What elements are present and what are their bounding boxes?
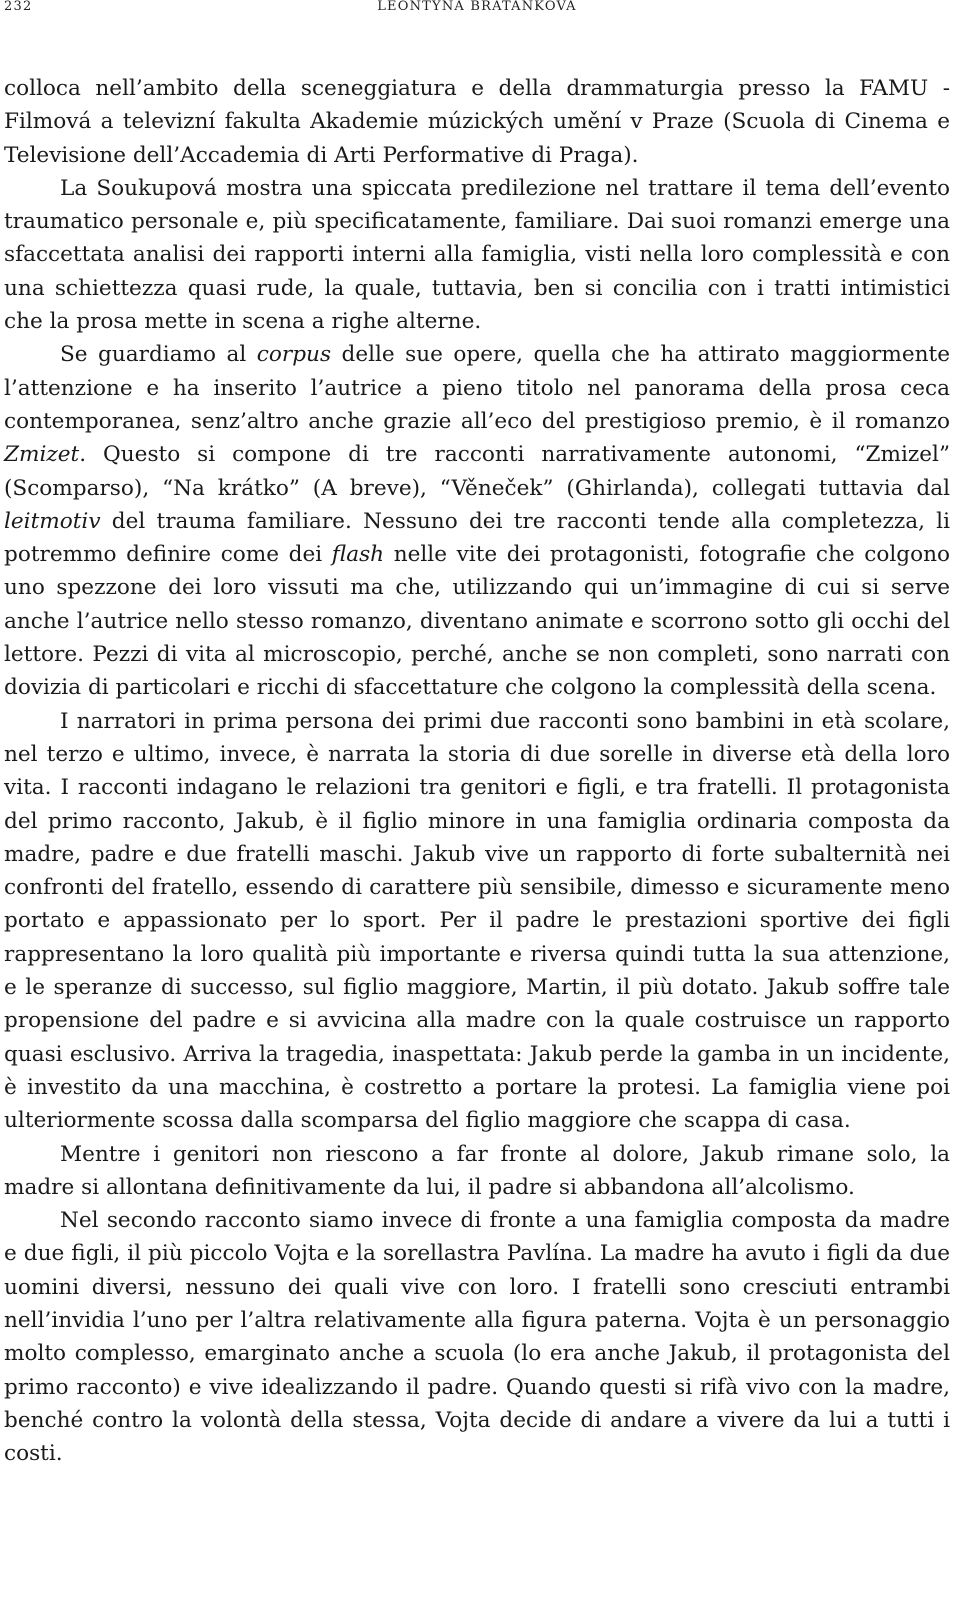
text-run: . Questo si compone di tre racconti narrativamente autonomi, “Zmizel” (Scomparso), “Na krátko” (A breve), “Věneček” (Ghirlanda), collegati tuttavia dal: [4, 442, 950, 501]
text-run: delle sue opere, quella che ha attirato maggiormente l’attenzione e ha inserito l’autrice a pieno titolo nel panorama della prosa ceca contemporanea, senz’altro anche grazie all’eco del prestigioso premio, è il romanzo: [4, 342, 950, 434]
italic-term: flash: [331, 542, 385, 568]
paragraph: [4, 705, 950, 1138]
running-head: [4, 0, 950, 26]
italic-term: corpus: [256, 342, 332, 368]
paragraph: [4, 1204, 950, 1470]
text-run: Nel secondo racconto siamo invece di fronte a una famiglia composta da madre e due figli, il più piccolo Vojta e la sorellastra Pavlína. La madre ha avuto i figli da due uomini diversi, nessuno dei quali vive con loro. I fratelli sono cresciuti entrambi nell’invidia l’uno per l’altra relativamente alla figura paterna. Vojta è un personaggio molto complesso, emarginato anche a scuola (lo era anche Jakub, il protagonista del primo racconto) e vive idealizzando il padre. Quando questi si rifà vivo con la madre, benché contro la volontà della stessa, Vojta decide di andare a vivere da lui a tutti i costi.: [4, 1208, 950, 1467]
text-run: nelle vite dei protagonisti, fotografie che colgono uno spezzone dei loro vissuti ma che, utilizzando qui un’immagine di cui si serve anche l’autrice nello stesso romanzo, diventano animate e scorrono sotto gli occhi del lettore. Pezzi di vita al microscopio, perché, anche se non completi, sono narrati con dovizia di particolari e ricchi di sfaccettature che colgono la complessità della scena.: [4, 542, 950, 701]
text-run: colloca nell’ambito della sceneggiatura e della drammaturgia presso la FAMU - Filmová a televizní fakulta Akademie múzických umění v Praze (Scuola di Cinema e Televisione dell’Accademia di Arti Performative di Praga).: [4, 76, 950, 168]
page-number: 232: [4, 0, 33, 14]
text-run: Se guardiamo al: [60, 342, 257, 368]
paragraph: [4, 1138, 950, 1205]
text-run: Mentre i genitori non riescono a far fronte al dolore, Jakub rimane solo, la madre si allontana definitivamente da lui, il padre si abbandona all’alcolismo.: [4, 1141, 950, 1200]
body-text: [4, 72, 950, 1470]
paragraph: [4, 172, 950, 338]
paragraph: [4, 72, 950, 172]
text-run: La Soukupová mostra una spiccata predilezione nel trattare il tema dell’evento traumatico personale e, più specificatamente, familiare. Dai suoi romanzi emerge una sfaccettata analisi dei rapporti interni alla famiglia, visti nella loro complessità e con una schiettezza quasi rude, la quale, tuttavia, ben si concilia con i tratti intimistici che la prosa mette in scena a righe alterne.: [4, 175, 950, 335]
text-run: I narratori in prima persona dei primi due racconti sono bambini in età scolare, nel terzo e ultimo, invece, è narrata la storia di due sorelle in diverse età della loro vita. I racconti indagano le relazioni tra genitori e figli, e tra fratelli. Il protagonista del primo racconto, Jakub, è il figlio minore in una famiglia ordinaria composta da madre, padre e due fratelli maschi. Jakub vive un rapporto di forte subalternità nei confronti del fratello, essendo di carattere più sensibile, dimesso e sicuramente meno portato e appassionato per lo sport. Per il padre le prestazioni sportive dei figli rappresentano la loro qualità più importante e riversa quindi tutta la sua attenzione, e le speranze di successo, sul figlio maggiore, Martin, il più dotato. Jakub soffre tale propensione del padre e si avvicina alla madre con la quale costruisce un rapporto quasi esclusivo. Arriva la tragedia, inaspettata: Jakub perde la gamba in un incidente, è investito da una macchina, è costretto a portare la protesi. La famiglia viene poi ulteriormente scossa dalla scomparsa del figlio maggiore che scappa di casa.: [4, 708, 950, 1134]
italic-term: Zmizet: [4, 442, 80, 468]
italic-term: leitmotiv: [4, 508, 101, 534]
running-title: LEONTYNA BRATANKOVA: [377, 0, 577, 14]
text-run: del trauma familiare. Nessuno dei tre racconti tende alla completezza, li potremmo definire come dei: [4, 508, 950, 568]
paragraph: [4, 338, 950, 704]
